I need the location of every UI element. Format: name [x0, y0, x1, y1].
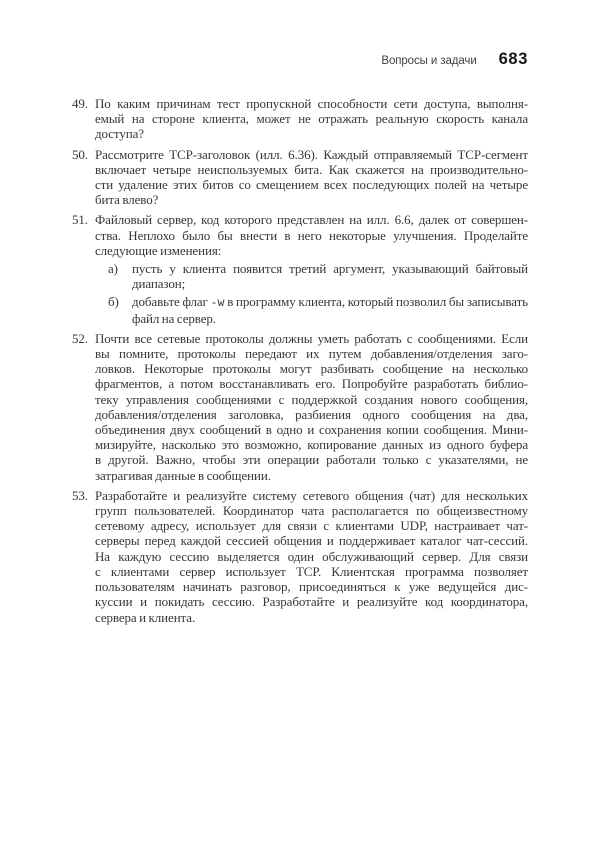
text-line: пользователям начинать разговор, присоединяться к уже ведущейся дис- [95, 579, 528, 595]
item-marker: 50. [72, 146, 88, 162]
question-item [72, 331, 528, 483]
question-item [72, 96, 528, 142]
text-line: Разработайте и реализуйте систему сетевого общения (чат) для нескольких [95, 487, 528, 503]
item-marker: 53. [72, 487, 88, 503]
question-item [72, 147, 528, 208]
text-line: Рассмотрите TCP-заголовок (илл. 6.36). Каждый отправляемый TCP-сегмент [95, 146, 528, 162]
text-line: групп пользователей. Координатор чата располагается по общеизвестному [95, 503, 528, 519]
text-line: мизируйте, насколько это возможно, копирование данных из одного буфера [95, 437, 528, 453]
item-text [95, 331, 528, 483]
text-line: Почти все сетевые протоколы должны уметь работать с сообщениями. Если [95, 330, 528, 346]
text-line: емый на стороне клиента, может не отражать реальную скорость канала [95, 111, 528, 127]
text-line: куссии и покидать сессию. Разработайте и реализуйте код координатора, [95, 594, 528, 610]
item-text [95, 96, 528, 142]
item-text [132, 261, 528, 291]
text-line: По каким причинам тест пропускной способности сети доступа, выполня- [95, 96, 528, 111]
question-item [72, 212, 528, 258]
inline-code-flag: -w [210, 295, 225, 310]
text-line: затрагивая данные в сообщении. [95, 467, 271, 483]
item-text [95, 488, 528, 625]
text-line: сервера и клиента. [95, 609, 196, 625]
item-text [95, 212, 528, 258]
item-marker: б) [108, 294, 119, 310]
text-line: сетевому адресу, использует для связи с клиентами UDP, настраивает чат- [95, 518, 528, 534]
sub-item [108, 261, 528, 291]
text-line: включает четыре неиспользуемых бита. Как скажется на производительно- [95, 161, 528, 177]
questions-list [72, 96, 528, 625]
text-line: На каждую сессию выделяется один обслуживающий сервер. Для связи [95, 548, 528, 564]
text-line: файл на сервер. [132, 310, 216, 326]
question-item [72, 488, 528, 625]
text-line: следующие изменения: [95, 242, 222, 258]
text-line: Файловый сервер, код которого представлен на илл. 6.6, далек от совершен- [95, 212, 528, 228]
text-line: в другой. Важно, чтобы эти операции работали только с указателями, не [95, 452, 528, 468]
page-number: 683 [498, 50, 528, 68]
item-text [95, 147, 528, 208]
text-line: серверы перед каждой сессией общения и поддерживает каталог чат-сессий. [95, 533, 528, 549]
text-line: теку управления сообщениями с поддержкой создания нового сообщения, [95, 391, 528, 407]
text-line: фрагментов, а потом восстанавливать его. Попробуйте разработать библио- [95, 376, 528, 392]
text-line: с клиентами сервер использует TCP. Клиентская программа позволяет [95, 563, 528, 579]
page-header [72, 50, 528, 69]
item-text [132, 294, 528, 325]
text-line: бита влево? [95, 192, 159, 208]
text-line: добавления/отделения заголовка, разбиения одного сообщения на два, [95, 406, 528, 422]
text-line: вы помните, протоколы передают их путем добавления/отделения заго- [95, 346, 528, 362]
item-marker: 51. [72, 212, 88, 228]
text-line: добавьте флаг -w в программу клиента, который позволил бы записывать [132, 294, 528, 310]
text-line: ства. Неплохо было бы внести в него некоторые улучшения. Проделайте [95, 227, 528, 243]
text-line: объединения двух сообщений в одно и сохранения копии сообщения. Мини- [95, 422, 528, 438]
sub-item [108, 294, 528, 325]
text-line: ловков. Некоторые протоколы могут разбивать сообщение на несколько [95, 361, 528, 377]
text-line: сти удаление этих битов со смещением всех последующих полей на четыре [95, 177, 528, 193]
running-head: Вопросы и задачи [381, 55, 477, 67]
text-line: пусть у клиента появится третий аргумент, указывающий байтовый [132, 261, 528, 277]
item-marker: а) [108, 261, 118, 277]
text-line: доступа? [95, 126, 144, 142]
item-marker: 52. [72, 330, 88, 346]
item-marker: 49. [72, 96, 88, 111]
text-line: диапазон; [132, 276, 186, 292]
